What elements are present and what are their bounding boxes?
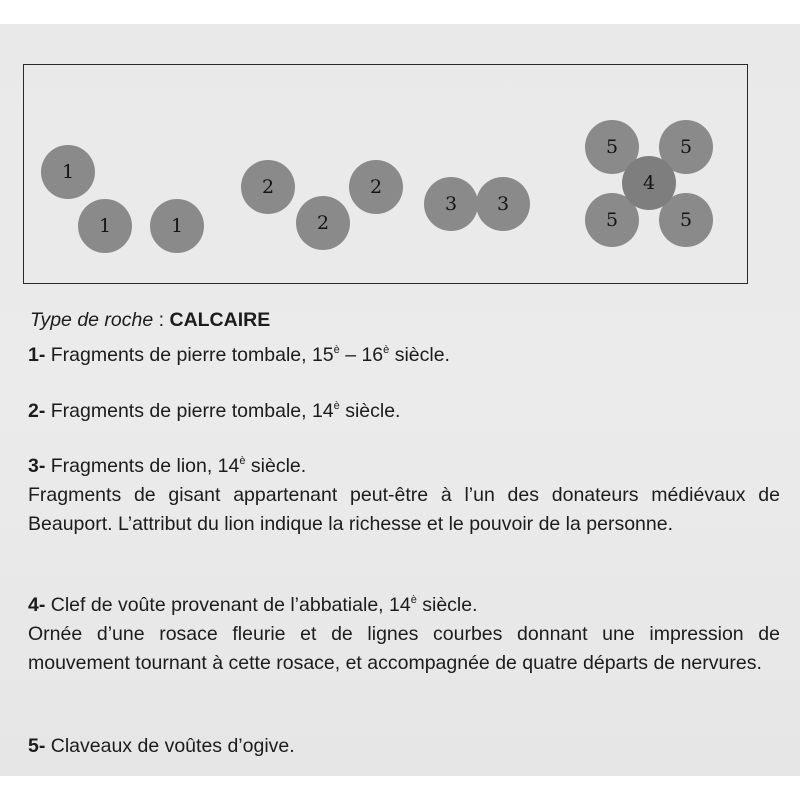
fragment-2-disc: 2 xyxy=(296,196,350,250)
ordinal-suffix: è xyxy=(239,454,246,467)
item-number: 5- xyxy=(28,735,46,757)
item-title: siècle. xyxy=(416,594,478,616)
item-title: Clef de voûte provenant de l’abbatiale, 14 xyxy=(45,594,411,616)
rock-type-line xyxy=(30,309,270,332)
item-number: 2- xyxy=(28,400,46,422)
item-title: Fragments de pierre tombale, 15 xyxy=(45,344,334,366)
item-number: 3- xyxy=(28,455,46,477)
info-panel xyxy=(0,24,800,776)
ordinal-suffix: è xyxy=(333,343,340,356)
fragment-5-disc: 5 xyxy=(659,193,713,247)
item-title: siècle. xyxy=(339,400,401,422)
item-number: 4- xyxy=(28,594,46,616)
list-item xyxy=(28,591,780,678)
item-title: Fragments de lion, 14 xyxy=(45,455,240,477)
fragment-5-disc: 5 xyxy=(585,193,639,247)
item-title: siècle. xyxy=(389,344,450,366)
fragment-1-disc: 1 xyxy=(41,145,95,199)
item-title: Claveaux de voûtes d’ogive. xyxy=(45,735,295,757)
item-number: 1- xyxy=(28,344,46,366)
fragment-3-disc: 3 xyxy=(424,177,478,231)
item-heading xyxy=(28,452,780,481)
rock-type-label: Type de roche xyxy=(30,309,154,331)
fragment-5-disc: 5 xyxy=(585,120,639,174)
item-title: siècle. xyxy=(245,455,307,477)
fragment-3-disc: 3 xyxy=(476,177,530,231)
diagram-frame xyxy=(23,64,748,284)
list-item xyxy=(28,452,780,539)
list-item xyxy=(28,397,780,426)
item-heading xyxy=(28,591,780,620)
fragment-4-disc: 4 xyxy=(622,156,676,210)
list-item xyxy=(28,732,780,761)
fragment-2-disc: 2 xyxy=(349,160,403,214)
ordinal-suffix: è xyxy=(410,593,417,606)
rock-type-separator: : xyxy=(153,309,170,331)
item-title: – 16 xyxy=(339,344,384,366)
ordinal-suffix: è xyxy=(333,399,340,412)
ordinal-suffix: è xyxy=(383,343,390,356)
fragment-1-disc: 1 xyxy=(150,199,204,253)
fragment-1-disc: 1 xyxy=(78,199,132,253)
list-item xyxy=(28,341,780,370)
item-description: Fragments de gisant appartenant peut-être à l’un des donateurs médiévaux de Beauport. L’attribut du lion indique la richesse et le pouvoir de la personne. xyxy=(28,484,780,535)
item-description: Ornée d’une rosace fleurie et de lignes courbes donnant une impression de mouvement tournant à cette rosace, et accompagnée de quatre départs de nervures. xyxy=(28,623,780,674)
item-title: Fragments de pierre tombale, 14 xyxy=(45,400,334,422)
fragment-2-disc: 2 xyxy=(241,160,295,214)
fragment-5-disc: 5 xyxy=(659,120,713,174)
rock-type-value: CALCAIRE xyxy=(169,309,271,331)
